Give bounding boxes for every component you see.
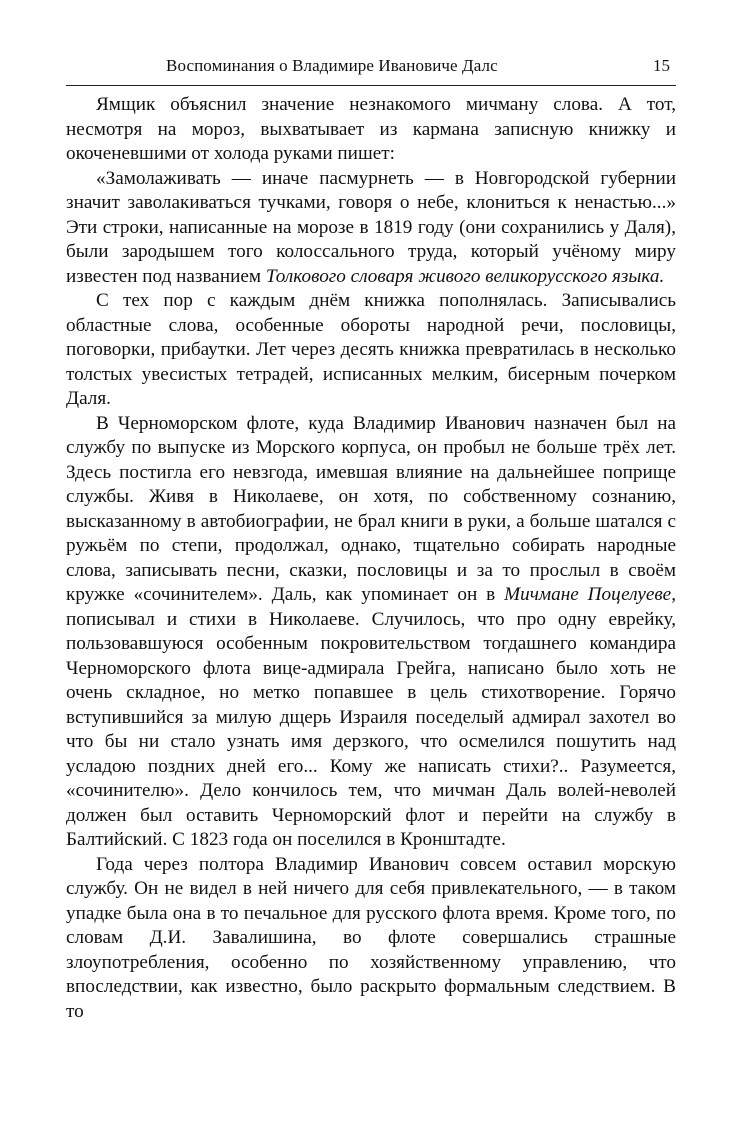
paragraph [66,412,676,853]
paragraph: С тех пор с каждым днём книжка пополнялась. Записывались областные слова, особенные обороты народной речи, пословицы, поговорки, прибаутки. Лет через десять книжка превратилась в несколько толстых увесистых тетрадей, исписанных мелким, бисерным почерком Даля. [66,290,676,409]
paragraph: Года через полтора Владимир Иванович совсем оставил морскую службу. Он не видел в ней ничего для себя привлекательного, — в таком упадке была она в то печальное для русского флота время. Кроме того, по словам Д.И. Завалишина, во флоте совершались страшные злоупотребления, особенно по хозяйственному управлению, что впоследствии, как известно, было раскрыто формальным следствием. В то [66,853,676,1022]
paragraph [66,167,676,290]
header-rule [66,85,676,86]
page-header [66,56,676,80]
paragraph: Ямщик объяснил значение незнакомого мичману слова. А тот, несмотря на мороз, выхватывает из кармана записную книжку и окоченевшими от холода руками пишет: [66,94,676,164]
page-number: 15 [653,56,670,75]
paragraph-text: пописывал и стихи в Николаеве. Случилось, что про одну еврейку, пользовавшуюся особенным покровительством тогдашнего командира Черноморского флота вице-адмирала Грейга, написано было хоть не очень складное, но метко попавшее в цель стихотворение. Горячо вступившийся за милую дщерь Израиля поседелый адмирал захотел во что бы ни стало узнать имя дерзкого, что осмелился пошутить над усладою поздних дней его... Кому же написать стихи?.. Разумеется, «сочинителю». Дело кончилось тем, что мичман Даль волей-неволей должен был оставить Черноморский флот и перейти на службу в Балтийский. С 1823 года он поселился в Кронштадте. [66,608,676,850]
paragraph-text: В Черноморском флоте, куда Владимир Иванович назначен был на службу по выпуске из Морского корпуса, он пробыл не больше трёх лет. Здесь постигла его невзгода, имевшая влияние на дальнейшее поприще службы. Живя в Николаеве, он хотя, по собственному сознанию, высказанному в автобиографии, не брал книги в руки, а больше шатался с ружьём по степи, продолжал, однако, тщательно собирать народные слова, записывать песни, сказки, пословицы и за то прослыл в своём кружке «сочинителем». Даль, как упоминает он в [66,412,676,605]
body-text [66,93,676,1024]
book-title: Мичмане Поцелуеве, [504,584,676,605]
running-title: Воспоминания о Владимире Ивановиче Далс [166,56,498,75]
book-title: Толкового словаря живого великорусского языка. [265,265,665,287]
paragraph-text: «Замолаживать — иначе пасмурнеть — в Новгородской губернии значит заволакиваться тучками, говоря о небе, клониться к ненастью...» Эти строки, написанные на морозе в 1819 году (они сохранились у Даля), были зародышем того колоссального труда, который учёному миру известен под названием [66,167,676,287]
